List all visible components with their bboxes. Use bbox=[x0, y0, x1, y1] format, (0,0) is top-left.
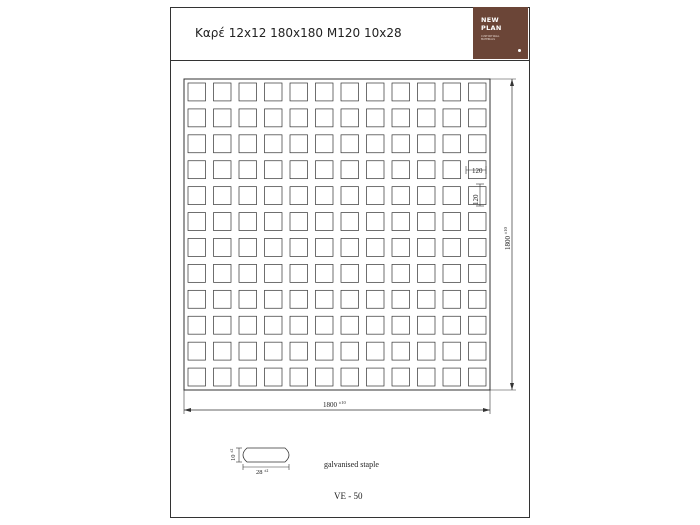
height-value: 1800 bbox=[504, 236, 512, 250]
mesh-cell bbox=[265, 290, 283, 308]
mesh-cell bbox=[469, 239, 487, 257]
mesh-cell bbox=[367, 290, 385, 308]
mesh-cell bbox=[214, 342, 232, 360]
mesh-cell bbox=[392, 213, 410, 231]
mesh-cell bbox=[443, 135, 461, 153]
logo-line-2: PLAN bbox=[481, 24, 502, 32]
mesh-cell bbox=[469, 213, 487, 231]
height-tolerance: ±10 bbox=[503, 227, 508, 235]
mesh-cell bbox=[392, 264, 410, 282]
mesh-cell bbox=[316, 83, 334, 101]
mesh-cell bbox=[214, 109, 232, 127]
mesh-cell bbox=[290, 368, 308, 386]
mesh-cell bbox=[265, 239, 283, 257]
mesh-cell bbox=[418, 135, 436, 153]
mesh-cell bbox=[239, 368, 257, 386]
mesh-cell bbox=[290, 290, 308, 308]
staple-height-tol: ±2 bbox=[229, 448, 234, 453]
mesh-cell bbox=[367, 239, 385, 257]
mesh-cell bbox=[392, 187, 410, 205]
mesh-cell bbox=[316, 187, 334, 205]
mesh-cell bbox=[188, 187, 206, 205]
mesh-cell bbox=[469, 264, 487, 282]
mesh-cell bbox=[469, 368, 487, 386]
mesh-cell bbox=[265, 368, 283, 386]
mesh-cell bbox=[265, 342, 283, 360]
mesh-cell bbox=[418, 239, 436, 257]
cell-width-callout bbox=[466, 166, 486, 175]
mesh-cell bbox=[290, 213, 308, 231]
logo-tagline-1: CUSTOM WALL bbox=[481, 35, 500, 38]
mesh-cell bbox=[418, 161, 436, 179]
mesh-cell bbox=[239, 161, 257, 179]
mesh-cell bbox=[316, 264, 334, 282]
mesh-cell bbox=[239, 135, 257, 153]
mesh-cell bbox=[418, 83, 436, 101]
mesh-cell bbox=[239, 109, 257, 127]
mesh-cell bbox=[418, 213, 436, 231]
mesh-cell bbox=[443, 316, 461, 334]
cell-width-label: 120 bbox=[472, 167, 483, 175]
mesh-cell bbox=[239, 213, 257, 231]
mesh-cell bbox=[392, 83, 410, 101]
mesh-cell bbox=[290, 342, 308, 360]
mesh-cell bbox=[443, 264, 461, 282]
mesh-cell bbox=[188, 109, 206, 127]
mesh-cell bbox=[418, 290, 436, 308]
mesh-cell bbox=[316, 239, 334, 257]
mesh-cell bbox=[418, 187, 436, 205]
mesh-cell bbox=[392, 239, 410, 257]
mesh-cell bbox=[418, 109, 436, 127]
mesh-cell bbox=[290, 83, 308, 101]
mesh-cell bbox=[392, 368, 410, 386]
mesh-cell bbox=[239, 239, 257, 257]
mesh-cell bbox=[265, 213, 283, 231]
mesh-cell bbox=[214, 135, 232, 153]
mesh-cell bbox=[188, 368, 206, 386]
mesh-cell bbox=[188, 161, 206, 179]
staple-height: 10 bbox=[230, 454, 237, 461]
mesh-cell bbox=[188, 290, 206, 308]
mesh-cell bbox=[392, 290, 410, 308]
mesh-cell bbox=[341, 264, 359, 282]
cell-height-callout bbox=[472, 184, 484, 206]
mesh-cell bbox=[214, 290, 232, 308]
mesh-cell bbox=[265, 83, 283, 101]
mesh-cell bbox=[367, 135, 385, 153]
mesh-outline bbox=[184, 79, 490, 390]
mesh-cell bbox=[188, 316, 206, 334]
svg-text:28 ±2 bbox=[256, 468, 268, 476]
mesh-cell bbox=[469, 290, 487, 308]
mesh-cell bbox=[469, 109, 487, 127]
mesh-cell bbox=[316, 316, 334, 334]
mesh-cell bbox=[188, 135, 206, 153]
mesh-cell bbox=[290, 187, 308, 205]
mesh-cell bbox=[392, 316, 410, 334]
mesh-cell bbox=[265, 264, 283, 282]
mesh-cell bbox=[316, 290, 334, 308]
product-code: VE - 50 bbox=[334, 491, 363, 501]
mesh-cell bbox=[443, 213, 461, 231]
mesh-cell bbox=[265, 135, 283, 153]
mesh-cell bbox=[367, 342, 385, 360]
mesh-cell bbox=[469, 83, 487, 101]
mesh-cell bbox=[316, 135, 334, 153]
height-dimension bbox=[490, 79, 516, 390]
mesh-cell bbox=[341, 290, 359, 308]
mesh-cell bbox=[341, 239, 359, 257]
staple-width: 28 bbox=[256, 469, 263, 476]
cell-height-label: 120 bbox=[472, 194, 480, 205]
mesh-cell bbox=[392, 135, 410, 153]
mesh-cell bbox=[392, 161, 410, 179]
mesh-cell bbox=[316, 368, 334, 386]
mesh-cell bbox=[214, 187, 232, 205]
staple-detail bbox=[229, 448, 289, 476]
mesh-cell bbox=[239, 264, 257, 282]
mesh-cell bbox=[341, 213, 359, 231]
mesh-cell bbox=[443, 239, 461, 257]
mesh-cell bbox=[443, 187, 461, 205]
mesh-cell bbox=[341, 109, 359, 127]
mesh-cell bbox=[367, 83, 385, 101]
mesh-cell bbox=[214, 368, 232, 386]
mesh-cell bbox=[418, 264, 436, 282]
drawing-title: Καρέ 12x12 180x180 M120 10x28 bbox=[195, 26, 402, 40]
mesh-cell bbox=[188, 239, 206, 257]
mesh-cell bbox=[265, 316, 283, 334]
staple-outline bbox=[243, 448, 289, 462]
svg-text:1800 ±10 bbox=[323, 400, 346, 409]
mesh-cell bbox=[214, 83, 232, 101]
mesh-cell bbox=[443, 83, 461, 101]
mesh-cell bbox=[239, 290, 257, 308]
logo-tagline-2: MATERIALS bbox=[481, 38, 495, 41]
mesh-cell bbox=[290, 109, 308, 127]
mesh-cell bbox=[367, 368, 385, 386]
mesh-cell bbox=[188, 213, 206, 231]
staple-label: galvanised staple bbox=[324, 460, 379, 469]
mesh-cell bbox=[418, 368, 436, 386]
svg-text:1800 ±10 bbox=[503, 227, 512, 250]
mesh-cell bbox=[367, 316, 385, 334]
mesh-cell bbox=[341, 368, 359, 386]
width-dimension bbox=[184, 390, 490, 414]
mesh-cell bbox=[443, 368, 461, 386]
mesh-cell bbox=[341, 187, 359, 205]
mesh-cell bbox=[469, 316, 487, 334]
mesh-cell bbox=[367, 213, 385, 231]
mesh-cell bbox=[341, 342, 359, 360]
mesh-cell bbox=[316, 161, 334, 179]
mesh-cell bbox=[214, 316, 232, 334]
mesh-cell bbox=[341, 316, 359, 334]
mesh-cell bbox=[443, 161, 461, 179]
width-value: 1800 bbox=[323, 401, 337, 409]
mesh-cell bbox=[443, 290, 461, 308]
mesh-cell bbox=[469, 342, 487, 360]
mesh-cell bbox=[188, 342, 206, 360]
mesh-cell bbox=[341, 135, 359, 153]
mesh-cell bbox=[367, 187, 385, 205]
mesh-cell bbox=[188, 83, 206, 101]
mesh-cell bbox=[316, 213, 334, 231]
mesh-cell bbox=[418, 316, 436, 334]
mesh-cell bbox=[341, 83, 359, 101]
mesh-cell bbox=[188, 264, 206, 282]
mesh-cell bbox=[443, 342, 461, 360]
logo-line-1: NEW bbox=[481, 16, 499, 24]
mesh-cell bbox=[239, 83, 257, 101]
mesh-cell bbox=[316, 109, 334, 127]
mesh-cell bbox=[239, 316, 257, 334]
mesh-cell bbox=[443, 109, 461, 127]
mesh-cell bbox=[290, 264, 308, 282]
mesh-cell bbox=[214, 239, 232, 257]
mesh-cell bbox=[469, 135, 487, 153]
svg-text:10 ±2 bbox=[229, 449, 237, 461]
width-tolerance: ±10 bbox=[338, 400, 346, 405]
mesh-cell bbox=[214, 213, 232, 231]
mesh-cell bbox=[265, 109, 283, 127]
mesh-cell bbox=[290, 161, 308, 179]
mesh-cell bbox=[367, 161, 385, 179]
staple-width-tol: ±2 bbox=[264, 468, 269, 473]
mesh-cell bbox=[316, 342, 334, 360]
mesh-cell bbox=[341, 161, 359, 179]
mesh-cell bbox=[367, 264, 385, 282]
mesh-cell bbox=[418, 342, 436, 360]
mesh-cell bbox=[239, 187, 257, 205]
mesh-cell bbox=[239, 342, 257, 360]
mesh-cell bbox=[367, 109, 385, 127]
mesh-cell bbox=[265, 161, 283, 179]
mesh-cell bbox=[214, 161, 232, 179]
mesh-cell bbox=[392, 342, 410, 360]
mesh-cells bbox=[188, 83, 486, 386]
mesh-cell bbox=[214, 264, 232, 282]
mesh-cell bbox=[392, 109, 410, 127]
mesh-cell bbox=[265, 187, 283, 205]
mesh-cell bbox=[290, 239, 308, 257]
mesh-cell bbox=[290, 135, 308, 153]
mesh-cell bbox=[290, 316, 308, 334]
